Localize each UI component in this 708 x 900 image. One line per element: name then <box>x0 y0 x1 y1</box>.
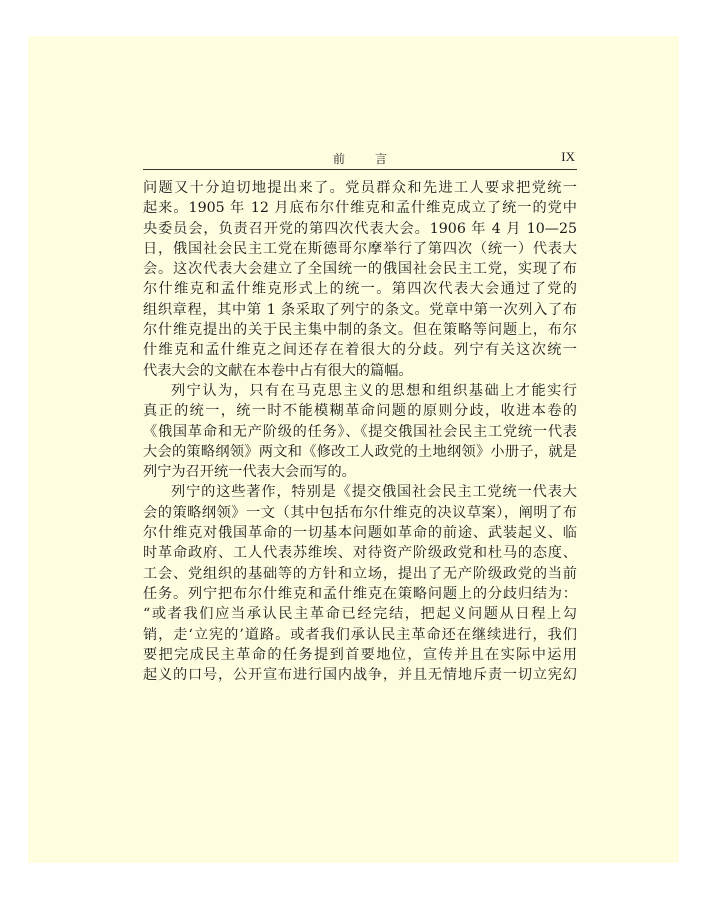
text-line: 尔什维克对俄国革命的一切基本问题如革命的前途、武装起义、临 <box>143 525 577 542</box>
running-header <box>143 149 577 170</box>
text-line: 什维克和孟什维克之间还存在着很大的分歧。列宁有关这次统一 <box>143 342 577 359</box>
text-line: 列宁为召开统一代表大会而写的。 <box>143 464 356 481</box>
text-line: 尔什维克和孟什维克形式上的统一。第四次代表大会通过了党的 <box>143 281 577 298</box>
text-line: 起来。1905 年 12 月底布尔什维克和孟什维克成立了统一的党中 <box>143 200 577 217</box>
body-text <box>143 178 577 685</box>
text-line: 会。这次代表大会建立了全国统一的俄国社会民主工党，实现了布 <box>143 261 577 278</box>
text-line: 要把完成民主革命的任务提到首要地位，宣传并且在实际中运用 <box>143 646 577 663</box>
text-line: 真正的统一，统一时不能模糊革命问题的原则分歧，收进本卷的 <box>143 403 577 420</box>
text-line: 央委员会，负责召开党的第四次代表大会。1906 年 4 月 10—25 <box>143 220 577 237</box>
text-line: 《俄国革命和无产阶级的任务》、《提交俄国社会民主工党统一代表 <box>143 423 577 440</box>
text-line: 问题又十分迫切地提出来了。党员群众和先进工人要求把党统一 <box>143 180 577 196</box>
header-title: 前言 <box>332 152 417 166</box>
text-line: “或者我们应当承认民主革命已经完结，把起义问题从日程上勾 <box>143 606 577 623</box>
text-line: 任务。列宁把布尔什维克和孟什维克在策略问题上的分歧归结为： <box>143 585 577 602</box>
text-line: 时革命政府、工人代表苏维埃、对待资产阶级政党和杜马的态度、 <box>143 545 577 562</box>
text-line: 日，俄国社会民主工党在斯德哥尔摩举行了第四次（统一）代表大 <box>143 240 577 257</box>
paragraph-start-line: 列宁认为，只有在马克思主义的思想和组织基础上才能实行 <box>171 382 577 399</box>
text-line: 会的策略纲领》一文（其中包括布尔什维克的决议草案），阐明了布 <box>143 504 577 521</box>
text-line: 起义的口号，公开宣布进行国内战争，并且无情地斥责一切立宪幻 <box>143 667 577 684</box>
text-line: 大会的策略纲领》两文和《修改工人政党的土地纲领》小册子，就是 <box>143 443 577 460</box>
text-line: 代表大会的文献在本卷中占有很大的篇幅。 <box>143 362 413 379</box>
page-number: IX <box>561 149 575 164</box>
text-line: 尔什维克提出的关于民主集中制的条文。但在策略等问题上，布尔 <box>143 322 577 339</box>
paragraph-start-line: 列宁的这些著作，特别是《提交俄国社会民主工党统一代表大 <box>171 484 577 501</box>
text-line: 组织章程，其中第 1 条采取了列宁的条文。党章中第一次列入了布 <box>143 301 577 318</box>
text-line: 工会、党组织的基础等的方针和立场，提出了无产阶级政党的当前 <box>143 565 577 582</box>
text-line: 销，走‘立宪的’道路。或者我们承认民主革命还在继续进行，我们 <box>143 626 577 643</box>
